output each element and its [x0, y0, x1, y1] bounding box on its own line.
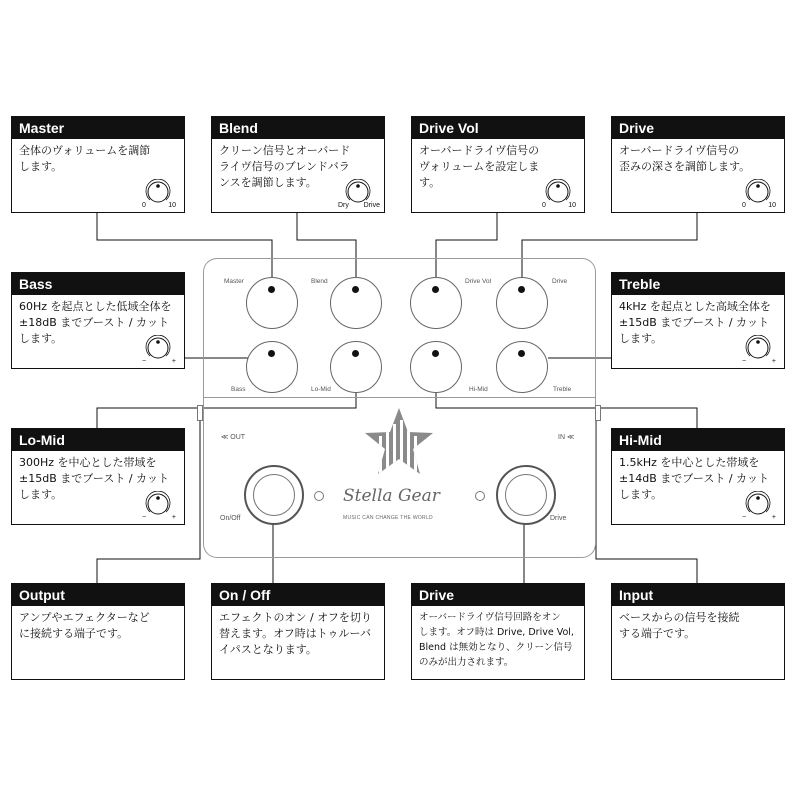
knob-range-icon: − +	[140, 491, 176, 521]
callout-description: 全体のヴォリュームを調節 します。	[19, 144, 151, 173]
star-logo-icon	[363, 406, 435, 478]
callout-description: エフェクトのオン / オフを切り 替えます。オフ時はトゥルーバ イパスとなります。	[219, 611, 372, 656]
callout-description: 1.5kHz を中心とした帯域を ±14dB までブースト / カット します。	[619, 456, 769, 501]
drive-led	[475, 491, 485, 501]
knob-range-icon: 0 10	[140, 179, 176, 209]
callout-title: Blend	[212, 117, 384, 139]
callout-description: 60Hz を起点とした低域全体を ±18dB までブースト / カット します。	[19, 300, 172, 345]
callout-description: 300Hz を中心とした帯域を ±15dB までブースト / カット します。	[19, 456, 169, 501]
callout-drive-vol	[411, 116, 585, 213]
bass-knob[interactable]	[246, 341, 298, 393]
callout-description: オーバードライヴ信号の 歪みの深さを調節します。	[619, 144, 751, 173]
brand-tagline: MUSIC CAN CHANGE THE WORLD	[343, 515, 433, 521]
knob-indicator	[352, 286, 359, 293]
callout-title: Input	[612, 584, 784, 606]
callout-input	[611, 583, 785, 680]
callout-lo-mid	[11, 428, 185, 525]
knob-label-bass: Bass	[231, 386, 246, 393]
drive-switch-label: Drive	[550, 515, 567, 522]
knob-indicator	[518, 286, 525, 293]
knob-range-icon: 0 10	[540, 179, 576, 209]
knob-range-icon: Dry Drive	[340, 179, 376, 209]
knob-label-drive-vol: Drive Vol	[465, 278, 492, 285]
callout-title: Drive Vol	[412, 117, 584, 139]
out-label: ≪ OUT	[221, 434, 246, 441]
callout-master	[11, 116, 185, 213]
knob-indicator	[432, 286, 439, 293]
knob-label-master: Master	[224, 278, 244, 285]
callout-title: Treble	[612, 273, 784, 295]
callout-description: 4kHz を起点とした高域全体を ±15dB までブースト / カット します。	[619, 300, 771, 345]
knob-indicator	[518, 350, 525, 357]
callout-blend	[211, 116, 385, 213]
callout-output	[11, 583, 185, 680]
callout-bass	[11, 272, 185, 369]
knob-label-treble: Treble	[553, 386, 572, 393]
knob-label-drive: Drive	[552, 278, 568, 285]
callout-description: ベースからの信号を接続 する端子です。	[619, 611, 740, 640]
callout-description: オーバードライヴ信号の ヴォリュームを設定しま す。	[419, 144, 540, 189]
callout-drive-switch	[411, 583, 585, 680]
callout-title: Lo-Mid	[12, 429, 184, 451]
callout-treble	[611, 272, 785, 369]
drive-footswitch[interactable]	[496, 465, 556, 525]
in-label: IN ≪	[558, 434, 575, 441]
knob-range-icon: − +	[740, 491, 776, 521]
knob-indicator	[268, 286, 275, 293]
callout-description: オーバードライヴ信号回路をオン します。オフ時は Drive, Drive Vol, Blend は無効となり、クリーン信号 のみが出力されます。	[419, 612, 574, 668]
knob-label-hi-mid: Hi-Mid	[469, 386, 488, 393]
knob-indicator	[268, 350, 275, 357]
hi-mid-knob[interactable]	[410, 341, 462, 393]
callout-title: Drive	[612, 117, 784, 139]
drive-knob[interactable]	[496, 277, 548, 329]
master-knob[interactable]	[246, 277, 298, 329]
knob-range-icon: 0 10	[740, 179, 776, 209]
callout-description: アンプやエフェクターなど に接続する端子です。	[19, 611, 150, 640]
knob-label-blend: Blend	[311, 278, 328, 285]
output-jack[interactable]	[197, 405, 203, 421]
callout-description: クリーン信号とオーバード ライヴ信号のブレンドバラ ンスを調節します。	[219, 144, 351, 189]
callout-title: Master	[12, 117, 184, 139]
knob-label-lo-mid: Lo-Mid	[311, 386, 331, 393]
lo-mid-knob[interactable]	[330, 341, 382, 393]
callout-title: Drive	[412, 584, 584, 606]
knob-range-icon: − +	[140, 335, 176, 365]
drive-vol-knob[interactable]	[410, 277, 462, 329]
treble-knob[interactable]	[496, 341, 548, 393]
callout-title: Hi-Mid	[612, 429, 784, 451]
on-off-label: On/Off	[220, 515, 241, 522]
on-off-led	[314, 491, 324, 501]
callout-title: Output	[12, 584, 184, 606]
callout-on-off	[211, 583, 385, 680]
callout-hi-mid	[611, 428, 785, 525]
callout-title: Bass	[12, 273, 184, 295]
blend-knob[interactable]	[330, 277, 382, 329]
knob-range-icon: − +	[740, 335, 776, 365]
callout-drive	[611, 116, 785, 213]
on-off-footswitch[interactable]	[244, 465, 304, 525]
input-jack[interactable]	[595, 405, 601, 421]
brand-logo: Stella Gear	[343, 486, 440, 506]
effects-pedal	[203, 258, 596, 558]
callout-title: On / Off	[212, 584, 384, 606]
knob-indicator	[352, 350, 359, 357]
knob-indicator	[432, 350, 439, 357]
